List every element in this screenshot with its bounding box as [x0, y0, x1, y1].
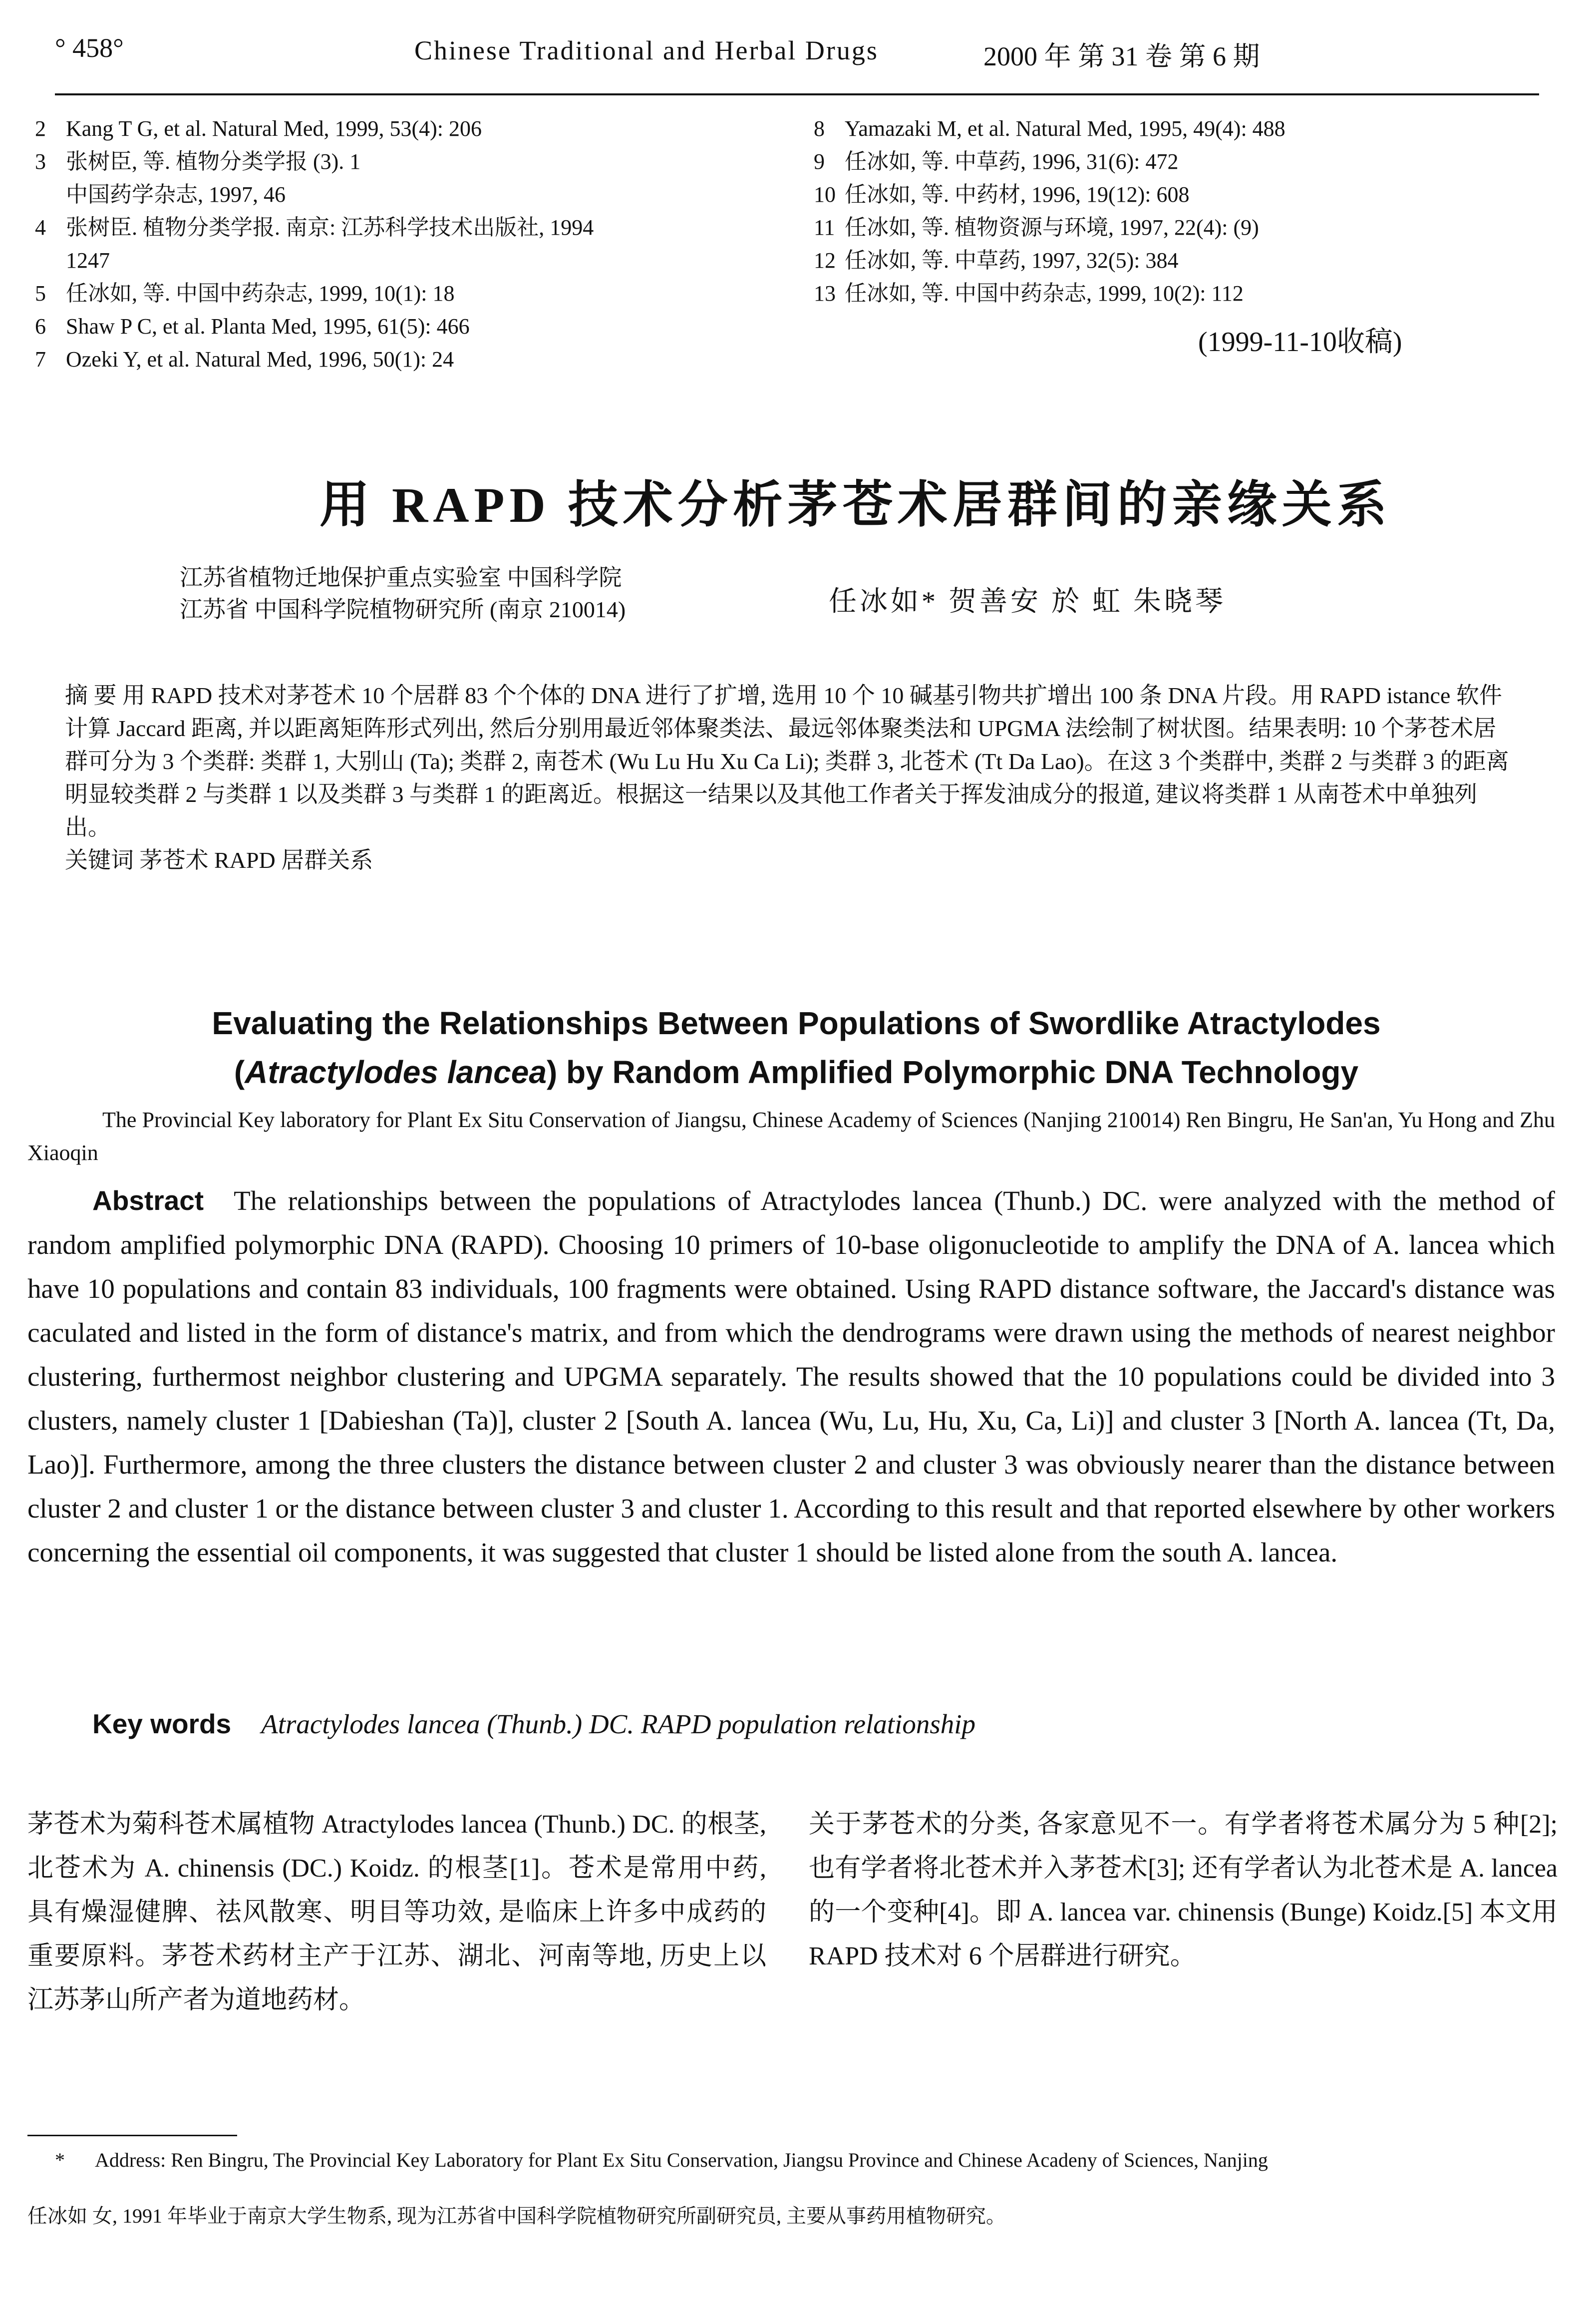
running-header: [35, 27, 1559, 72]
reference-item: 5 任冰如, 等. 中国中药杂志, 1999, 10(1): 18: [35, 281, 455, 306]
references-left-column: [35, 112, 784, 376]
footnote-marker: *: [55, 2149, 65, 2171]
reference-item-continued: 1247: [66, 248, 110, 273]
journal-issue: 2000 年 第 31 卷 第 6 期: [983, 41, 1260, 71]
chinese-affiliation: 江苏省植物迁地保护重点实验室 中国科学院 江苏省 中国科学院植物研究所 (南京 210014): [180, 565, 626, 622]
body-text-right-column: 关于茅苍术的分类, 各家意见不一。有学者将苍术属分为 5 种[2]; 也有学者将北苍术并入茅苍术[3]; 还有学者认为北苍术是 A. lancea 的一个变种[4]。即 A. lancea var. chinensis (Bunge) Koidz.[5] 本文用 RAPD 技术对 6 个居群进行研究。: [809, 1810, 1558, 1970]
english-affiliation-authors: The Provincial Key laboratory for Plant Ex Situ Conservation of Jiangsu, Chinese Academy of Sciences (Nanjing 210014) Ren Bingru, He San'an, Yu Hong and Zhu Xiaoqin: [27, 1108, 1555, 1165]
abstract-label: Abstract: [92, 1185, 204, 1216]
english-abstract: [27, 1178, 1555, 1574]
keywords-text: Atractylodes lancea (Thunb.) DC. RAPD population relationship: [261, 1709, 976, 1739]
reference-item: 13 任冰如, 等. 中国中药杂志, 1999, 10(2): 112: [814, 281, 1244, 306]
reference-item: 9 任冰如, 等. 中草药, 1996, 31(6): 472: [814, 149, 1179, 174]
reference-item-continued: 中国药学杂志, 1997, 46: [66, 182, 286, 207]
reference-item: 10 任冰如, 等. 中药材, 1996, 19(12): 608: [814, 182, 1190, 207]
keywords-label: Key words: [92, 1708, 232, 1739]
chinese-abstract: 摘 要 用 RAPD 技术对茅苍术 10 个居群 83 个个体的 DNA 进行了扩增, 选用 10 个 10 碱基引物共扩增出 100 条 DNA 片段。用 RAPD istance 软件计算 Jaccard 距离, 并以距离矩阵形式列出, 然后分别用最近邻体聚类法、最远邻体聚类法和 UPGMA 法绘制了树状图。结果表明: 10 个茅苍术居群可分为 3 个类群: 类群 1, 大别山 (Ta); 类群 2, 南苍术 (Wu Lu Hu Xu Ca Li); 类群 3, 北苍术 (Tt Da Lao)。在这 3 个类群中, 类群 2 与类群 3 的距离明显较类群 2 与类群 1 以及类群 3 与类群 1 的距离近。根据这一结果以及其他工作者关于挥发油成分的报道, 建议将类群 1 从南苍术中单独列出。 关键词 茅苍术 RAPD 居群关系: [65, 683, 1509, 873]
english-title-line1: Evaluating the Relationships Between Populations of Swordlike Atractylodes: [212, 1005, 1381, 1041]
reference-item: 6 Shaw P C, et al. Planta Med, 1995, 61(5): 466: [35, 314, 470, 339]
chinese-title: 用 RAPD 技术分析茅苍术居群间的亲缘关系: [319, 477, 1392, 533]
reference-item: 2 Kang T G, et al. Natural Med, 1999, 53(4): 206: [35, 116, 482, 141]
header-rule: [55, 93, 1539, 95]
journal-title: Chinese Traditional and Herbal Drugs: [414, 35, 879, 65]
reference-item: 3 张树臣, 等. 植物分类学报 (3). 1: [35, 149, 361, 174]
abstract-text: The relationships between the populations of Atractylodes lancea (Thunb.) DC. were analyzed with the method of random amplified polymorphic DNA (RAPD). Choosing 10 primers of 10-base oligonucleotide to amplify the DNA of A. lancea which have 10 populations and contain 83 individuals, 100 fragments were obtained. Using RAPD distance software, the Jaccard's distance was caculated and listed in the form of distance's matrix, and from which the dendrograms were drawn using the methods of nearest neighbor clustering, furthermost neighbor clustering and UPGMA separately. The results showed that the 10 populations could be divided into 3 clusters, namely cluster 1 [Dabieshan (Ta)], cluster 2 [South A. lancea (Wu, Lu, Hu, Xu, Ca, Li)] and cluster 3 [North A. lancea (Tt, Da, Lao)]. Furthermore, among the three clusters the distance between cluster 2 and cluster 3 was obviously nearer than the distance between cluster 2 and cluster 1 or the distance between cluster 3 and cluster 1. According to this result and that reported elsewhere by other workers concerning the essential oil components, it was suggested that cluster 1 should be listed alone from the south A. lancea.: [27, 1185, 1555, 1567]
english-title-line2: (Atractylodes lancea) by Random Amplified Polymorphic DNA Technology: [234, 1054, 1359, 1090]
reference-item: 7 Ozeki Y, et al. Natural Med, 1996, 50(1): 24: [35, 347, 454, 372]
reference-item: 4 张树臣. 植物分类学报. 南京: 江苏科学技术出版社, 1994: [35, 215, 594, 240]
reference-item: 8 Yamazaki M, et al. Natural Med, 1995, 49(4): 488: [814, 116, 1285, 141]
footnote-rule: [27, 2135, 237, 2136]
received-date: (1999-11-10收稿): [1198, 327, 1402, 358]
english-title: [35, 999, 1558, 1097]
reference-item: 11 任冰如, 等. 植物资源与环境, 1997, 22(4): (9): [814, 215, 1259, 240]
body-text-left-column: 茅苍术为菊科苍术属植物 Atractylodes lancea (Thunb.) DC. 的根茎, 北苍术为 A. chinensis (DC.) Koidz. 的根茎[1]。苍术是常用中药, 具有燥湿健脾、祛风散寒、明目等功效, 是临床上许多中成药的重要原料。茅苍术药材主产于江苏、湖北、河南等地, 历史上以江苏茅山所产者为道地药材。: [27, 1810, 766, 2014]
keywords: [92, 1708, 975, 1740]
references-right-column: [814, 112, 1553, 310]
chinese-authors: 任冰如* 贺善安 於 虹 朱晓琴: [829, 586, 1226, 617]
page-number: ° 458°: [55, 33, 124, 63]
footnote-address: * Address: Ren Bingru, The Provincial Key Laboratory for Plant Ex Situ Conservation, Jiangsu Province and Chinese Acadeny of Sciences, Nanjing: [55, 2147, 1553, 2173]
footnote-author-bio: 任冰如 女, 1991 年毕业于南京大学生物系, 现为江苏省中国科学院植物研究所副研究员, 主要从事药用植物研究。: [27, 2205, 1006, 2227]
reference-item: 12 任冰如, 等. 中草药, 1997, 32(5): 384: [814, 248, 1179, 273]
